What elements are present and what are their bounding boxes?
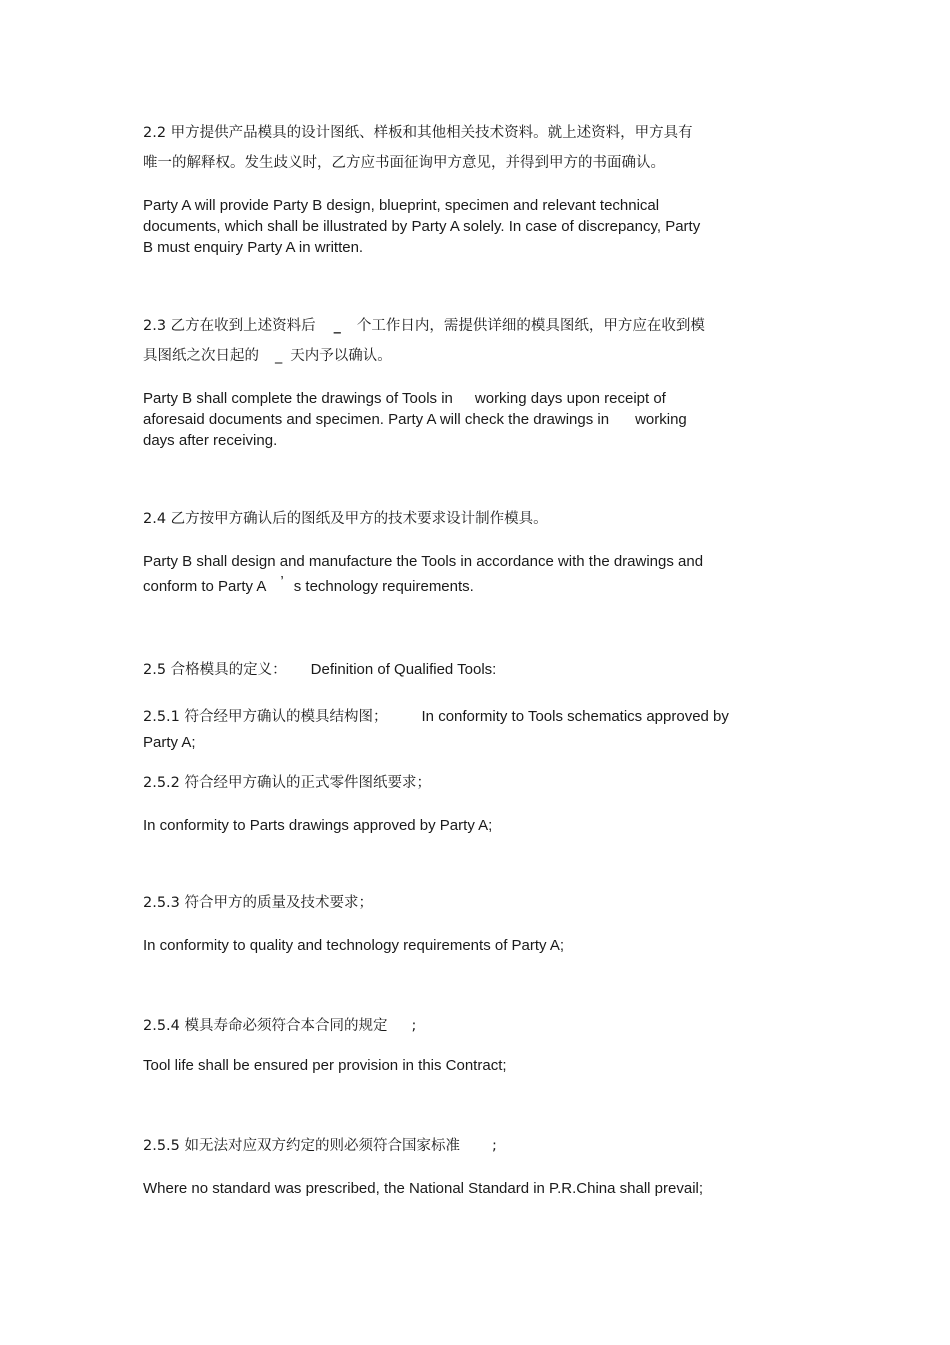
s24-en-line2-text-a: conform to Party A xyxy=(143,578,267,595)
s254-en: Tool life shall be ensured per provision in this Contract; xyxy=(143,1057,507,1074)
s23-cn-line2-text-a: 具图纸之次日起的 xyxy=(143,348,259,364)
s23-en-line2-text-a: aforesaid documents and specimen. Party A will check the drawings in xyxy=(143,411,610,428)
s253-cn: 2.5.3 符合甲方的质量及技术要求； xyxy=(143,895,374,911)
s252-en: In conformity to Parts drawings approved by Party A; xyxy=(143,817,493,834)
s23-en-line2 xyxy=(143,410,687,430)
s254-cn: 2.5.4 模具寿命必须符合本合同的规定 xyxy=(143,1018,388,1034)
s255-cn: 2.5.5 如无法对应双方约定的则必须符合国家标准 xyxy=(143,1138,461,1154)
s255-cn-line xyxy=(143,1136,497,1156)
s22-en-line3: B must enquiry Party A in written. xyxy=(143,239,364,256)
s23-en-line1 xyxy=(143,389,666,409)
s253-en: In conformity to quality and technology requirements of Party A; xyxy=(143,937,565,954)
s254-cn-line xyxy=(143,1016,416,1036)
s23-cn-line2-text-b: 天内予以确认。 xyxy=(290,348,392,364)
s24-en-line2 xyxy=(143,573,474,597)
s22-cn-line1: 2.2 甲方提供产品模具的设计图纸、样板和其他相关技术资料。就上述资料，甲方具有 xyxy=(143,125,693,141)
s24-en-line1: Party B shall design and manufacture the Tools in accordance with the drawings and xyxy=(143,553,704,570)
s23-cn-line2 xyxy=(143,346,392,366)
s23-en-line1-text-b: working days upon receipt of xyxy=(474,390,666,407)
s23-en-line2-text-b: working xyxy=(635,411,687,428)
s25-heading-cn: 2.5 合格模具的定义： xyxy=(143,662,287,678)
s251-line1 xyxy=(143,707,729,727)
s23-en-line3: days after receiving. xyxy=(143,432,278,449)
s25-heading xyxy=(143,660,496,680)
s254-semicolon: ; xyxy=(411,1018,417,1034)
s24-en-line2-text-b: s technology requirements. xyxy=(293,578,474,595)
s255-en: Where no standard was prescribed, the National Standard in P.R.China shall prevail; xyxy=(143,1180,704,1197)
s23-cn-line2-blank: _ xyxy=(275,348,283,364)
s251-en-b: Party A; xyxy=(143,734,196,751)
s22-en-line1: Party A will provide Party B design, blueprint, specimen and relevant technical xyxy=(143,197,660,214)
s252-cn: 2.5.2 符合经甲方确认的正式零件图纸要求； xyxy=(143,775,432,791)
s24-cn-line1: 2.4 乙方按甲方确认后的图纸及甲方的技术要求设计制作模具。 xyxy=(143,511,548,527)
s22-cn-line2: 唯一的解释权。发生歧义时，乙方应书面征询甲方意见，并得到甲方的书面确认。 xyxy=(143,155,665,171)
s23-cn-line1-text-b: 个工作日内，需提供详细的模具图纸，甲方应在收到模 xyxy=(356,318,705,334)
s23-en-line1-text-a: Party B shall complete the drawings of Tools in xyxy=(143,390,453,407)
s25-heading-en: Definition of Qualified Tools: xyxy=(310,661,497,678)
s255-semicolon: ; xyxy=(492,1138,497,1154)
s23-cn-line1-text-a: 2.3 乙方在收到上述资料后 xyxy=(143,318,316,334)
s22-en-line2: documents, which shall be illustrated by Party A solely. In case of discrepancy, Party xyxy=(143,218,701,235)
s23-cn-line1 xyxy=(143,316,705,336)
s251-cn: 2.5.1 符合经甲方确认的模具结构图； xyxy=(143,709,388,725)
s251-en-a: In conformity to Tools schematics approved by xyxy=(421,708,729,725)
s23-cn-line1-blank: _ xyxy=(333,318,341,334)
s24-en-line2-apostrophe: ’ xyxy=(280,573,284,590)
